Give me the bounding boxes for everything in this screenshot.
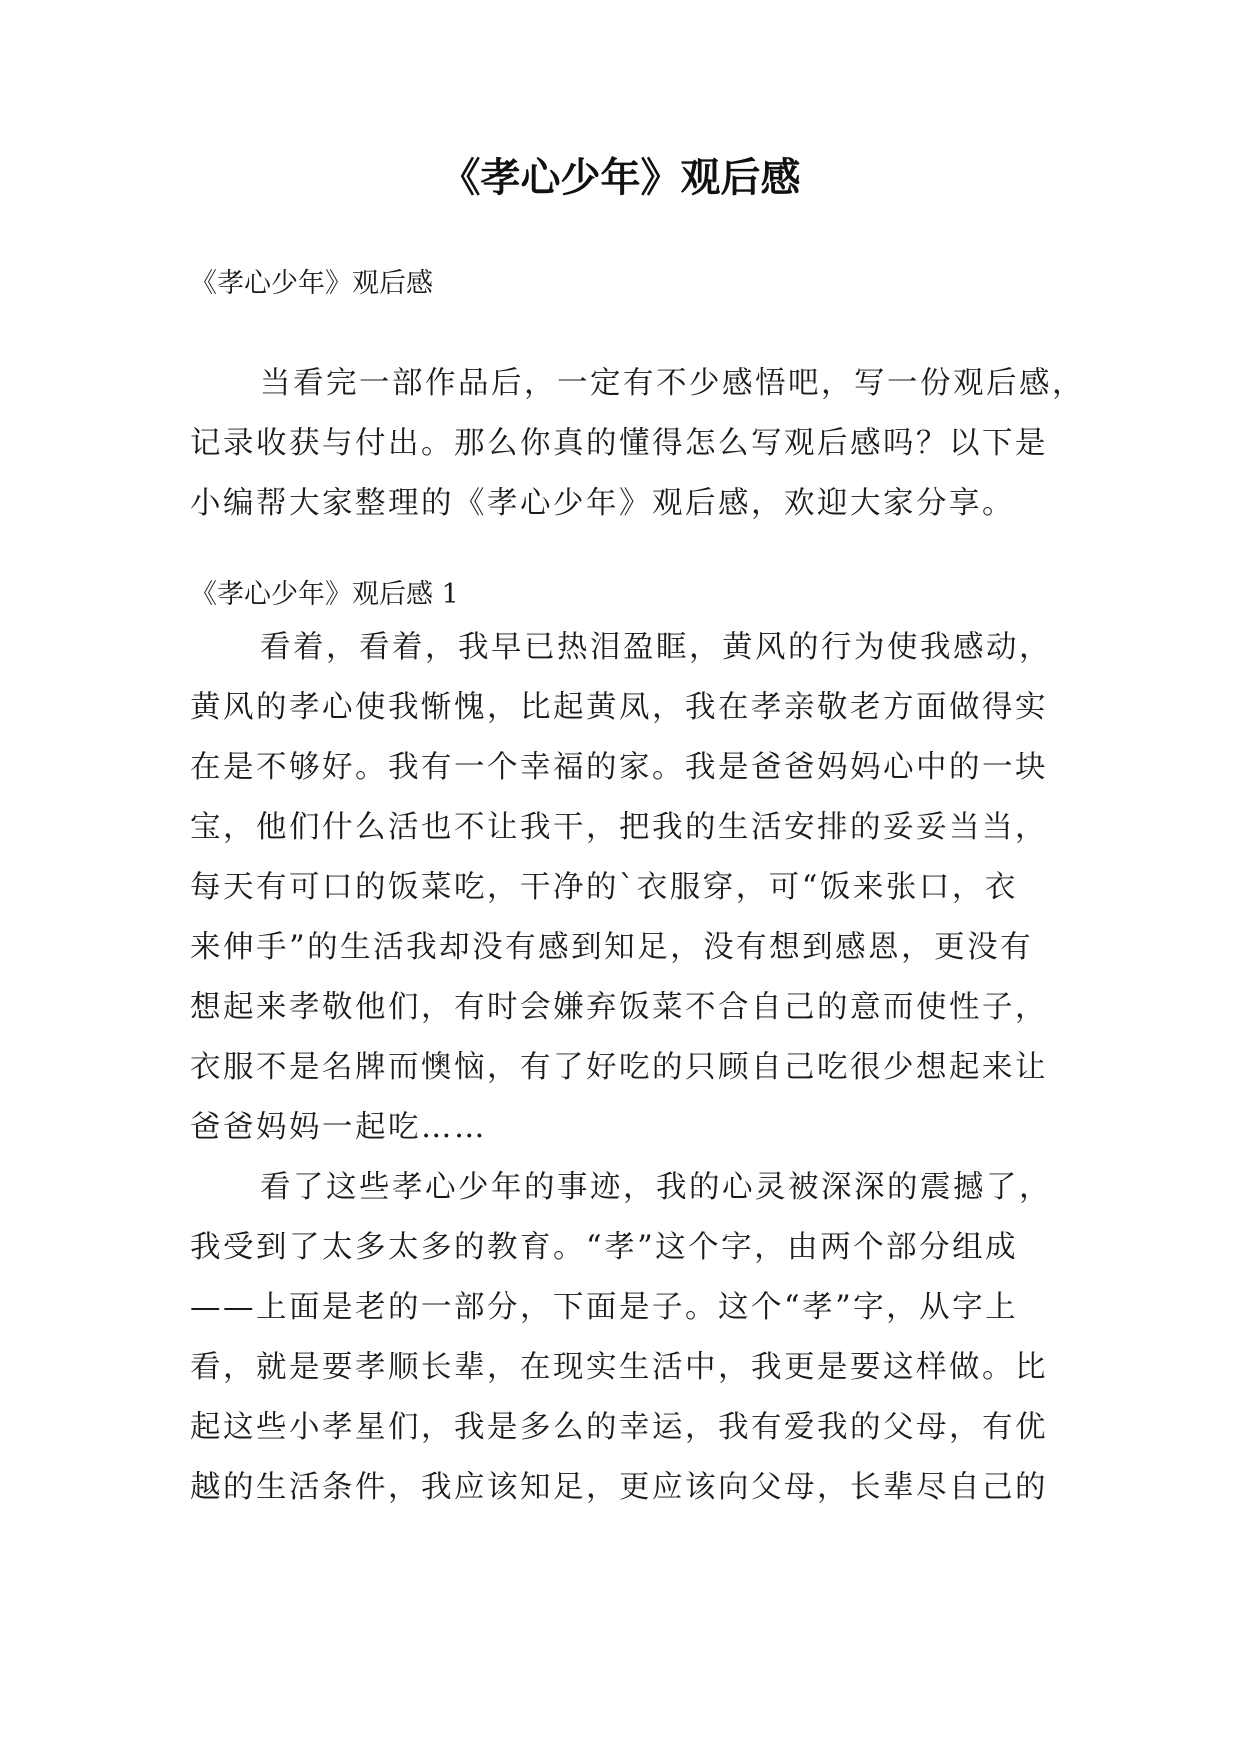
paragraph-line: 看，就是要孝顺长辈，在现实生活中，我更是要这样做。比: [190, 1350, 1048, 1385]
paragraph-line: 黄风的孝心使我惭愧，比起黄凤，我在孝亲敬老方面做得实: [190, 690, 1048, 725]
paragraph-line: 爸爸妈妈一起吃……: [190, 1110, 487, 1145]
document-title: 《孝心少年》观后感: [440, 155, 801, 201]
paragraph-line: 我受到了太多太多的教育。“孝”这个字，由两个部分组成: [190, 1230, 1019, 1265]
intro-line: 当看完一部作品后，一定有不少感悟吧，写一份观后感，: [260, 366, 1085, 401]
paragraph-line: 看了这些孝心少年的事迹，我的心灵被深深的震撼了，: [260, 1170, 1052, 1205]
paragraph-line: 在是不够好。我有一个幸福的家。我是爸爸妈妈心中的一块: [190, 750, 1048, 785]
paragraph-line: 宝，他们什么活也不让我干，把我的生活安排的妥妥当当，: [190, 810, 1048, 845]
paragraph-line: 起这些小孝星们，我是多么的幸运，我有爱我的父母，有优: [190, 1410, 1048, 1445]
paragraph-line: 越的生活条件，我应该知足，更应该向父母，长辈尽自己的: [190, 1470, 1048, 1505]
paragraph-line: 看着，看着，我早已热泪盈眶，黄风的行为使我感动，: [260, 630, 1052, 665]
document-subtitle: 《孝心少年》观后感: [190, 268, 433, 299]
intro-line: 记录收获与付出。那么你真的懂得怎么写观后感吗？以下是: [190, 426, 1048, 461]
section1-paragraph-1: [190, 618, 1060, 1158]
paragraph-line: 衣服不是名牌而懊恼，有了好吃的只顾自己吃很少想起来让: [190, 1050, 1048, 1085]
paragraph-line: 想起来孝敬他们，有时会嫌弃饭菜不合自己的意而使性子，: [190, 990, 1048, 1025]
intro-line: 小编帮大家整理的《孝心少年》观后感，欢迎大家分享。: [190, 486, 1015, 521]
section1-paragraph-2: [190, 1158, 1060, 1518]
paragraph-line: 来伸手”的生活我却没有感到知足，没有想到感恩，更没有: [190, 930, 1034, 965]
paragraph-line: 每天有可口的饭菜吃，干净的`衣服穿，可“饭来张口，衣: [190, 870, 1018, 905]
paragraph-line: ——上面是老的一部分，下面是子。这个“孝”字，从字上: [190, 1290, 1019, 1325]
intro-paragraph: [190, 354, 1085, 534]
section-heading-1: 《孝心少年》观后感 1: [190, 579, 459, 610]
